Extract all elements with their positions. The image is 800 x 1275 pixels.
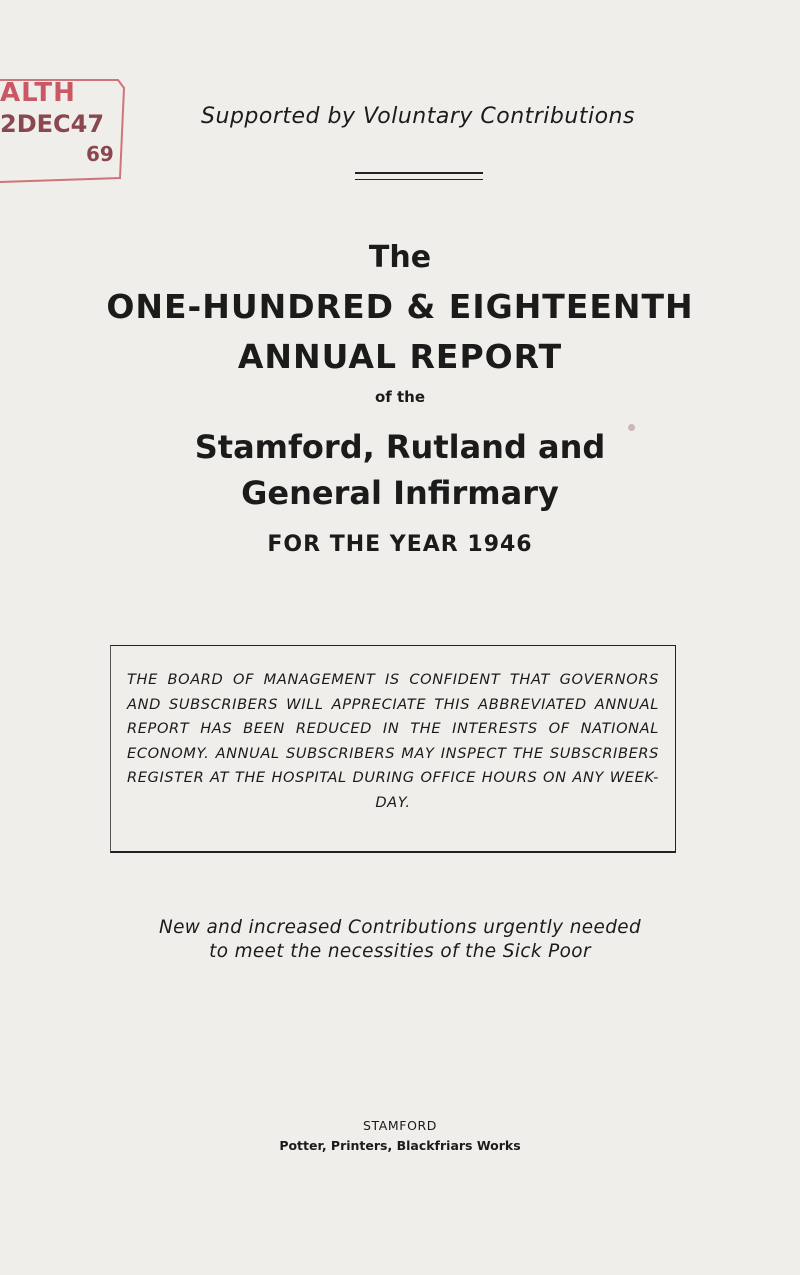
contributions-appeal bbox=[0, 916, 800, 964]
report-title bbox=[0, 282, 800, 381]
supported-by-heading: Supported by Voluntary Contributions bbox=[201, 104, 635, 129]
double-rule-divider bbox=[355, 172, 483, 180]
appeal-line-2: to meet the necessities of the Sick Poor bbox=[209, 941, 591, 962]
stamp-line-2: 2DEC47 bbox=[0, 110, 105, 138]
appeal-line-1: New and increased Contributions urgently needed bbox=[158, 917, 642, 938]
library-stamp bbox=[0, 78, 128, 186]
title-of-the: of the bbox=[374, 388, 426, 406]
title-the: The bbox=[368, 240, 432, 275]
paper-speck bbox=[628, 424, 635, 431]
report-year: FOR THE YEAR 1946 bbox=[267, 532, 533, 557]
institution-name-line-2: General Infirmary bbox=[241, 474, 559, 513]
notice-box bbox=[110, 645, 676, 853]
imprint-printer: Potter, Printers, Blackfriars Works bbox=[279, 1138, 521, 1153]
imprint-place: STAMFORD bbox=[362, 1118, 438, 1133]
report-title-line-1: ONE-HUNDRED & EIGHTEENTH bbox=[106, 287, 694, 326]
institution-name-line-1: Stamford, Rutland and bbox=[194, 428, 606, 466]
notice-text: THE BOARD OF MANAGEMENT IS CONFIDENT THAT GOVERNORS AND SUBSCRIBERS WILL APPRECIATE THIS ABBREVIATED ANNUAL REPORT HAS BEEN REDUCED IN THE INTERESTS OF NATIONAL ECONOMY. ANNUAL SUBSCRIBERS MAY INSPECT THE SUBSCRIBERS REGISTER AT THE HOSPITAL DURING OFFICE HOURS ON ANY WEEK-DAY. bbox=[127, 671, 659, 811]
stamp-line-1: ALTH bbox=[0, 78, 76, 108]
report-title-line-2: ANNUAL REPORT bbox=[237, 336, 563, 376]
printer-imprint bbox=[0, 1116, 800, 1156]
institution-name bbox=[0, 424, 800, 517]
stamp-line-3: 69 bbox=[86, 142, 114, 166]
